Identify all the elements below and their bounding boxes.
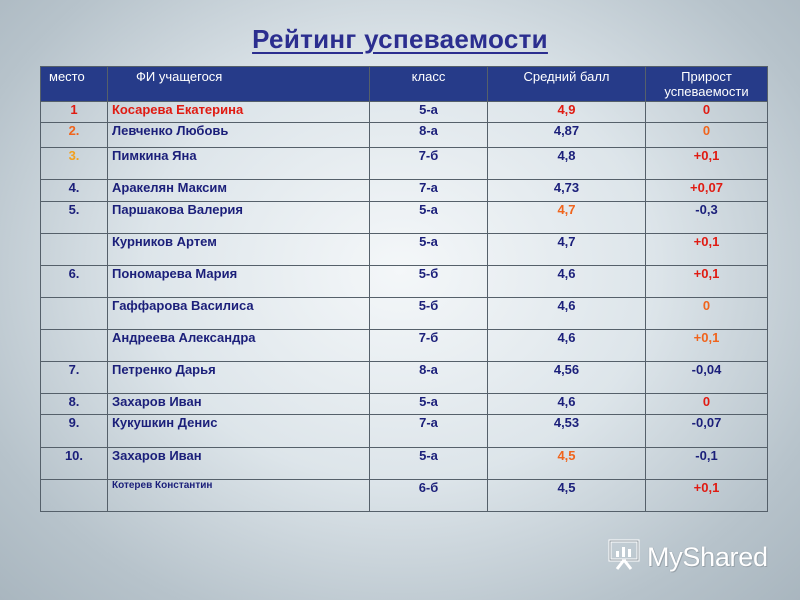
cell-avg: 4,8 — [488, 148, 646, 180]
cell-avg: 4,56 — [488, 362, 646, 394]
cell-place: 8. — [41, 394, 108, 415]
table-row — [41, 415, 768, 448]
logo-text: MyShared — [647, 542, 768, 572]
cell-place: 2. — [41, 123, 108, 148]
cell-avg: 4,9 — [488, 102, 646, 123]
table-row — [41, 202, 768, 234]
cell-place: 5. — [41, 202, 108, 234]
cell-growth: -0,04 — [646, 362, 768, 394]
cell-class: 7-а — [370, 415, 488, 448]
cell-name: Пимкина Яна — [108, 148, 370, 180]
cell-growth: -0,07 — [646, 415, 768, 448]
cell-avg: 4,53 — [488, 415, 646, 448]
cell-place: 7. — [41, 362, 108, 394]
cell-growth: 0 — [646, 123, 768, 148]
cell-place: 3. — [41, 148, 108, 180]
cell-class: 6-б — [370, 480, 488, 512]
cell-growth: +0,1 — [646, 148, 768, 180]
header-class: класс — [370, 67, 488, 102]
table-row — [41, 148, 768, 180]
cell-place: 9. — [41, 415, 108, 448]
cell-growth: +0,1 — [646, 234, 768, 266]
cell-place — [41, 298, 108, 330]
cell-place — [41, 330, 108, 362]
cell-name: Петренко Дарья — [108, 362, 370, 394]
table-row — [41, 123, 768, 148]
table-row — [41, 330, 768, 362]
cell-name: Кукушкин Денис — [108, 415, 370, 448]
cell-place — [41, 480, 108, 512]
cell-name: Гаффарова Василиса — [108, 298, 370, 330]
cell-name: Паршакова Валерия — [108, 202, 370, 234]
rating-table — [40, 66, 768, 512]
cell-class: 7-б — [370, 330, 488, 362]
cell-place — [41, 234, 108, 266]
cell-class: 5-б — [370, 266, 488, 298]
cell-avg: 4,5 — [488, 448, 646, 480]
cell-class: 5-а — [370, 394, 488, 415]
cell-avg: 4,6 — [488, 298, 646, 330]
cell-growth: 0 — [646, 298, 768, 330]
table-row — [41, 480, 768, 512]
header-avg: Средний балл — [488, 67, 646, 102]
table-header-row — [41, 67, 768, 102]
cell-growth: -0,1 — [646, 448, 768, 480]
cell-name: Андреева Александра — [108, 330, 370, 362]
cell-class: 8-а — [370, 123, 488, 148]
cell-growth: +0,1 — [646, 480, 768, 512]
cell-growth: +0,07 — [646, 180, 768, 202]
table-row — [41, 234, 768, 266]
cell-name: Курников Артем — [108, 234, 370, 266]
cell-place: 6. — [41, 266, 108, 298]
cell-class: 8-а — [370, 362, 488, 394]
cell-place: 10. — [41, 448, 108, 480]
cell-avg: 4,6 — [488, 266, 646, 298]
cell-growth: 0 — [646, 102, 768, 123]
cell-avg: 4,6 — [488, 394, 646, 415]
cell-name: Аракелян Максим — [108, 180, 370, 202]
myshared-logo — [607, 537, 768, 578]
presentation-board-icon — [607, 537, 647, 578]
cell-growth: +0,1 — [646, 266, 768, 298]
table-row — [41, 298, 768, 330]
page-title: Рейтинг успеваемости — [252, 24, 548, 54]
header-growth: Прирост успеваемости — [646, 67, 768, 102]
cell-name: Захаров Иван — [108, 448, 370, 480]
table-row — [41, 266, 768, 298]
cell-place: 4. — [41, 180, 108, 202]
cell-class: 5-а — [370, 102, 488, 123]
cell-growth: -0,3 — [646, 202, 768, 234]
cell-class: 5-а — [370, 448, 488, 480]
cell-avg: 4,87 — [488, 123, 646, 148]
cell-class: 7-б — [370, 148, 488, 180]
table-row — [41, 362, 768, 394]
cell-avg: 4,7 — [488, 202, 646, 234]
cell-avg: 4,6 — [488, 330, 646, 362]
cell-class: 5-б — [370, 298, 488, 330]
cell-growth: 0 — [646, 394, 768, 415]
cell-class: 5-а — [370, 234, 488, 266]
header-name: ФИ учащегося — [108, 67, 370, 102]
cell-name: Захаров Иван — [108, 394, 370, 415]
cell-class: 5-а — [370, 202, 488, 234]
cell-name: Косарева Екатерина — [108, 102, 370, 123]
cell-avg: 4,5 — [488, 480, 646, 512]
cell-growth: +0,1 — [646, 330, 768, 362]
table-row — [41, 102, 768, 123]
cell-avg: 4,7 — [488, 234, 646, 266]
cell-place: 1 — [41, 102, 108, 123]
cell-name: Котерев Константин — [108, 480, 370, 512]
cell-name: Пономарева Мария — [108, 266, 370, 298]
cell-class: 7-а — [370, 180, 488, 202]
cell-avg: 4,73 — [488, 180, 646, 202]
header-place: место — [41, 67, 108, 102]
table-row — [41, 448, 768, 480]
table-row — [41, 180, 768, 202]
cell-name: Левченко Любовь — [108, 123, 370, 148]
table-row — [41, 394, 768, 415]
